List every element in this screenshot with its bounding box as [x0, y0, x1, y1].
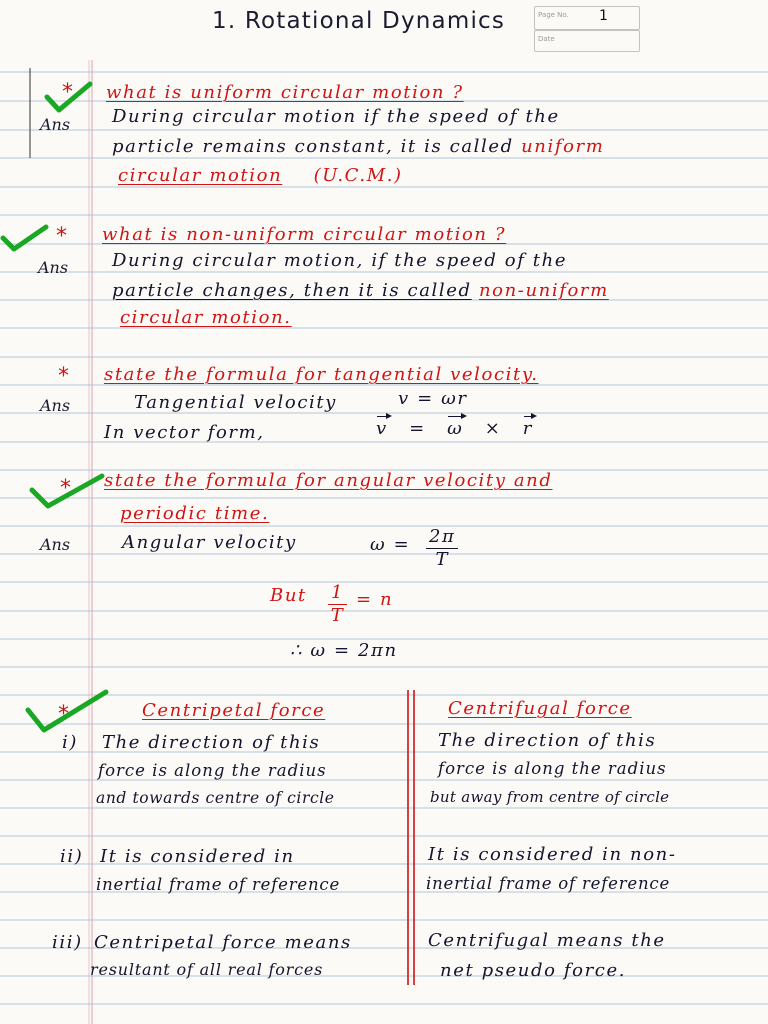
- answer-1-term: circular motion: [118, 165, 283, 186]
- page-no-label: Page No.: [538, 11, 569, 19]
- row-number: i): [62, 732, 78, 753]
- row-1-right-line-1: The direction of this: [438, 730, 657, 751]
- vector-omega: ω: [447, 418, 464, 439]
- question-star: *: [60, 476, 71, 501]
- vector-equals: =: [409, 418, 426, 439]
- vector-form-label: In vector form,: [104, 422, 265, 443]
- answer-1-keyword: uniform: [521, 136, 605, 157]
- question-2: what is non-uniform circular motion ?: [102, 224, 507, 245]
- answer-2-line-2-text: particle changes, then it is called: [112, 280, 472, 301]
- question-3: state the formula for tangential velocity.: [104, 364, 539, 385]
- question-star: *: [58, 364, 69, 389]
- row-3-right-line-2: net pseudo force.: [440, 960, 627, 981]
- row-1-left-line-3: and towards centre of circle: [96, 789, 335, 807]
- omega-lhs: ω =: [370, 534, 411, 555]
- tangential-velocity-formula: v = ωr: [398, 388, 468, 409]
- row-number: iii): [52, 932, 83, 953]
- row-1-left-line-1: The direction of this: [102, 732, 321, 753]
- row-3-left-line-1: Centripetal force means: [94, 932, 352, 953]
- answer-2-line-1: During circular motion, if the speed of the: [112, 250, 568, 271]
- vector-times: ×: [484, 418, 502, 439]
- vector-v: v: [376, 418, 388, 439]
- question-4-line-1: state the formula for angular velocity and: [104, 470, 553, 491]
- row-2-right-line-1: It is considered in non-: [428, 844, 677, 865]
- row-2-left-line-2: inertial frame of reference: [96, 875, 341, 894]
- question-star: *: [56, 224, 67, 249]
- answer-1-line-2-text: particle remains constant, it is called: [112, 136, 514, 157]
- angular-velocity-label: Angular velocity: [122, 532, 297, 553]
- date-label: Date: [538, 35, 555, 43]
- page-number-box: [534, 6, 640, 30]
- but-numerator: 1: [328, 584, 347, 605]
- date-box: [534, 30, 640, 52]
- row-3-left-line-2: resultant of all real forces: [90, 960, 324, 979]
- answer-2-keyword: non-uniform: [478, 280, 609, 301]
- question-1: what is uniform circular motion ?: [106, 82, 464, 103]
- answer-1-line-3: [118, 167, 403, 185]
- row-number: ii): [60, 846, 84, 867]
- question-star: *: [62, 80, 73, 105]
- answer-1-line-2: [112, 138, 604, 156]
- row-2-right-line-2: inertial frame of reference: [426, 874, 671, 893]
- answer-1-line-1: During circular motion if the speed of the: [112, 106, 560, 127]
- row-1-left-line-2: force is along the radius: [98, 761, 327, 780]
- but-denominator: T: [330, 605, 345, 626]
- omega-numerator: 2π: [426, 528, 458, 549]
- vector-form-formula: [376, 420, 533, 438]
- tangential-velocity-label: Tangential velocity: [134, 392, 337, 413]
- omega-fraction: [426, 528, 458, 569]
- but-label: But: [270, 585, 307, 606]
- centrifugal-heading: Centrifugal force: [448, 698, 632, 719]
- therefore-formula: ∴ ω = 2πn: [290, 640, 398, 661]
- question-4-line-2: periodic time.: [120, 503, 270, 524]
- but-fraction: [328, 584, 347, 625]
- row-3-right-line-1: Centrifugal means the: [428, 930, 666, 951]
- answer-2-line-3: circular motion.: [120, 307, 292, 328]
- centripetal-heading: Centripetal force: [142, 700, 326, 721]
- page-title: 1. Rotational Dynamics: [212, 8, 506, 34]
- vector-r: r: [522, 418, 533, 439]
- question-star: *: [58, 702, 69, 727]
- row-1-right-line-3: but away from centre of circle: [430, 788, 670, 806]
- row-2-left-line-1: It is considered in: [100, 846, 295, 867]
- answer-1-abbrev: (U.C.M.): [313, 165, 403, 186]
- page-no-value: 1: [599, 8, 608, 24]
- ans-label: Ans: [38, 258, 69, 277]
- ans-label: Ans: [40, 396, 71, 415]
- check-mark-icon: [0, 222, 50, 254]
- ans-label: Ans: [40, 535, 71, 554]
- ans-label: Ans: [40, 115, 71, 134]
- row-1-right-line-2: force is along the radius: [438, 759, 667, 778]
- but-rhs: = n: [356, 589, 394, 610]
- answer-2-line-2: [112, 282, 609, 300]
- omega-denominator: T: [435, 549, 450, 570]
